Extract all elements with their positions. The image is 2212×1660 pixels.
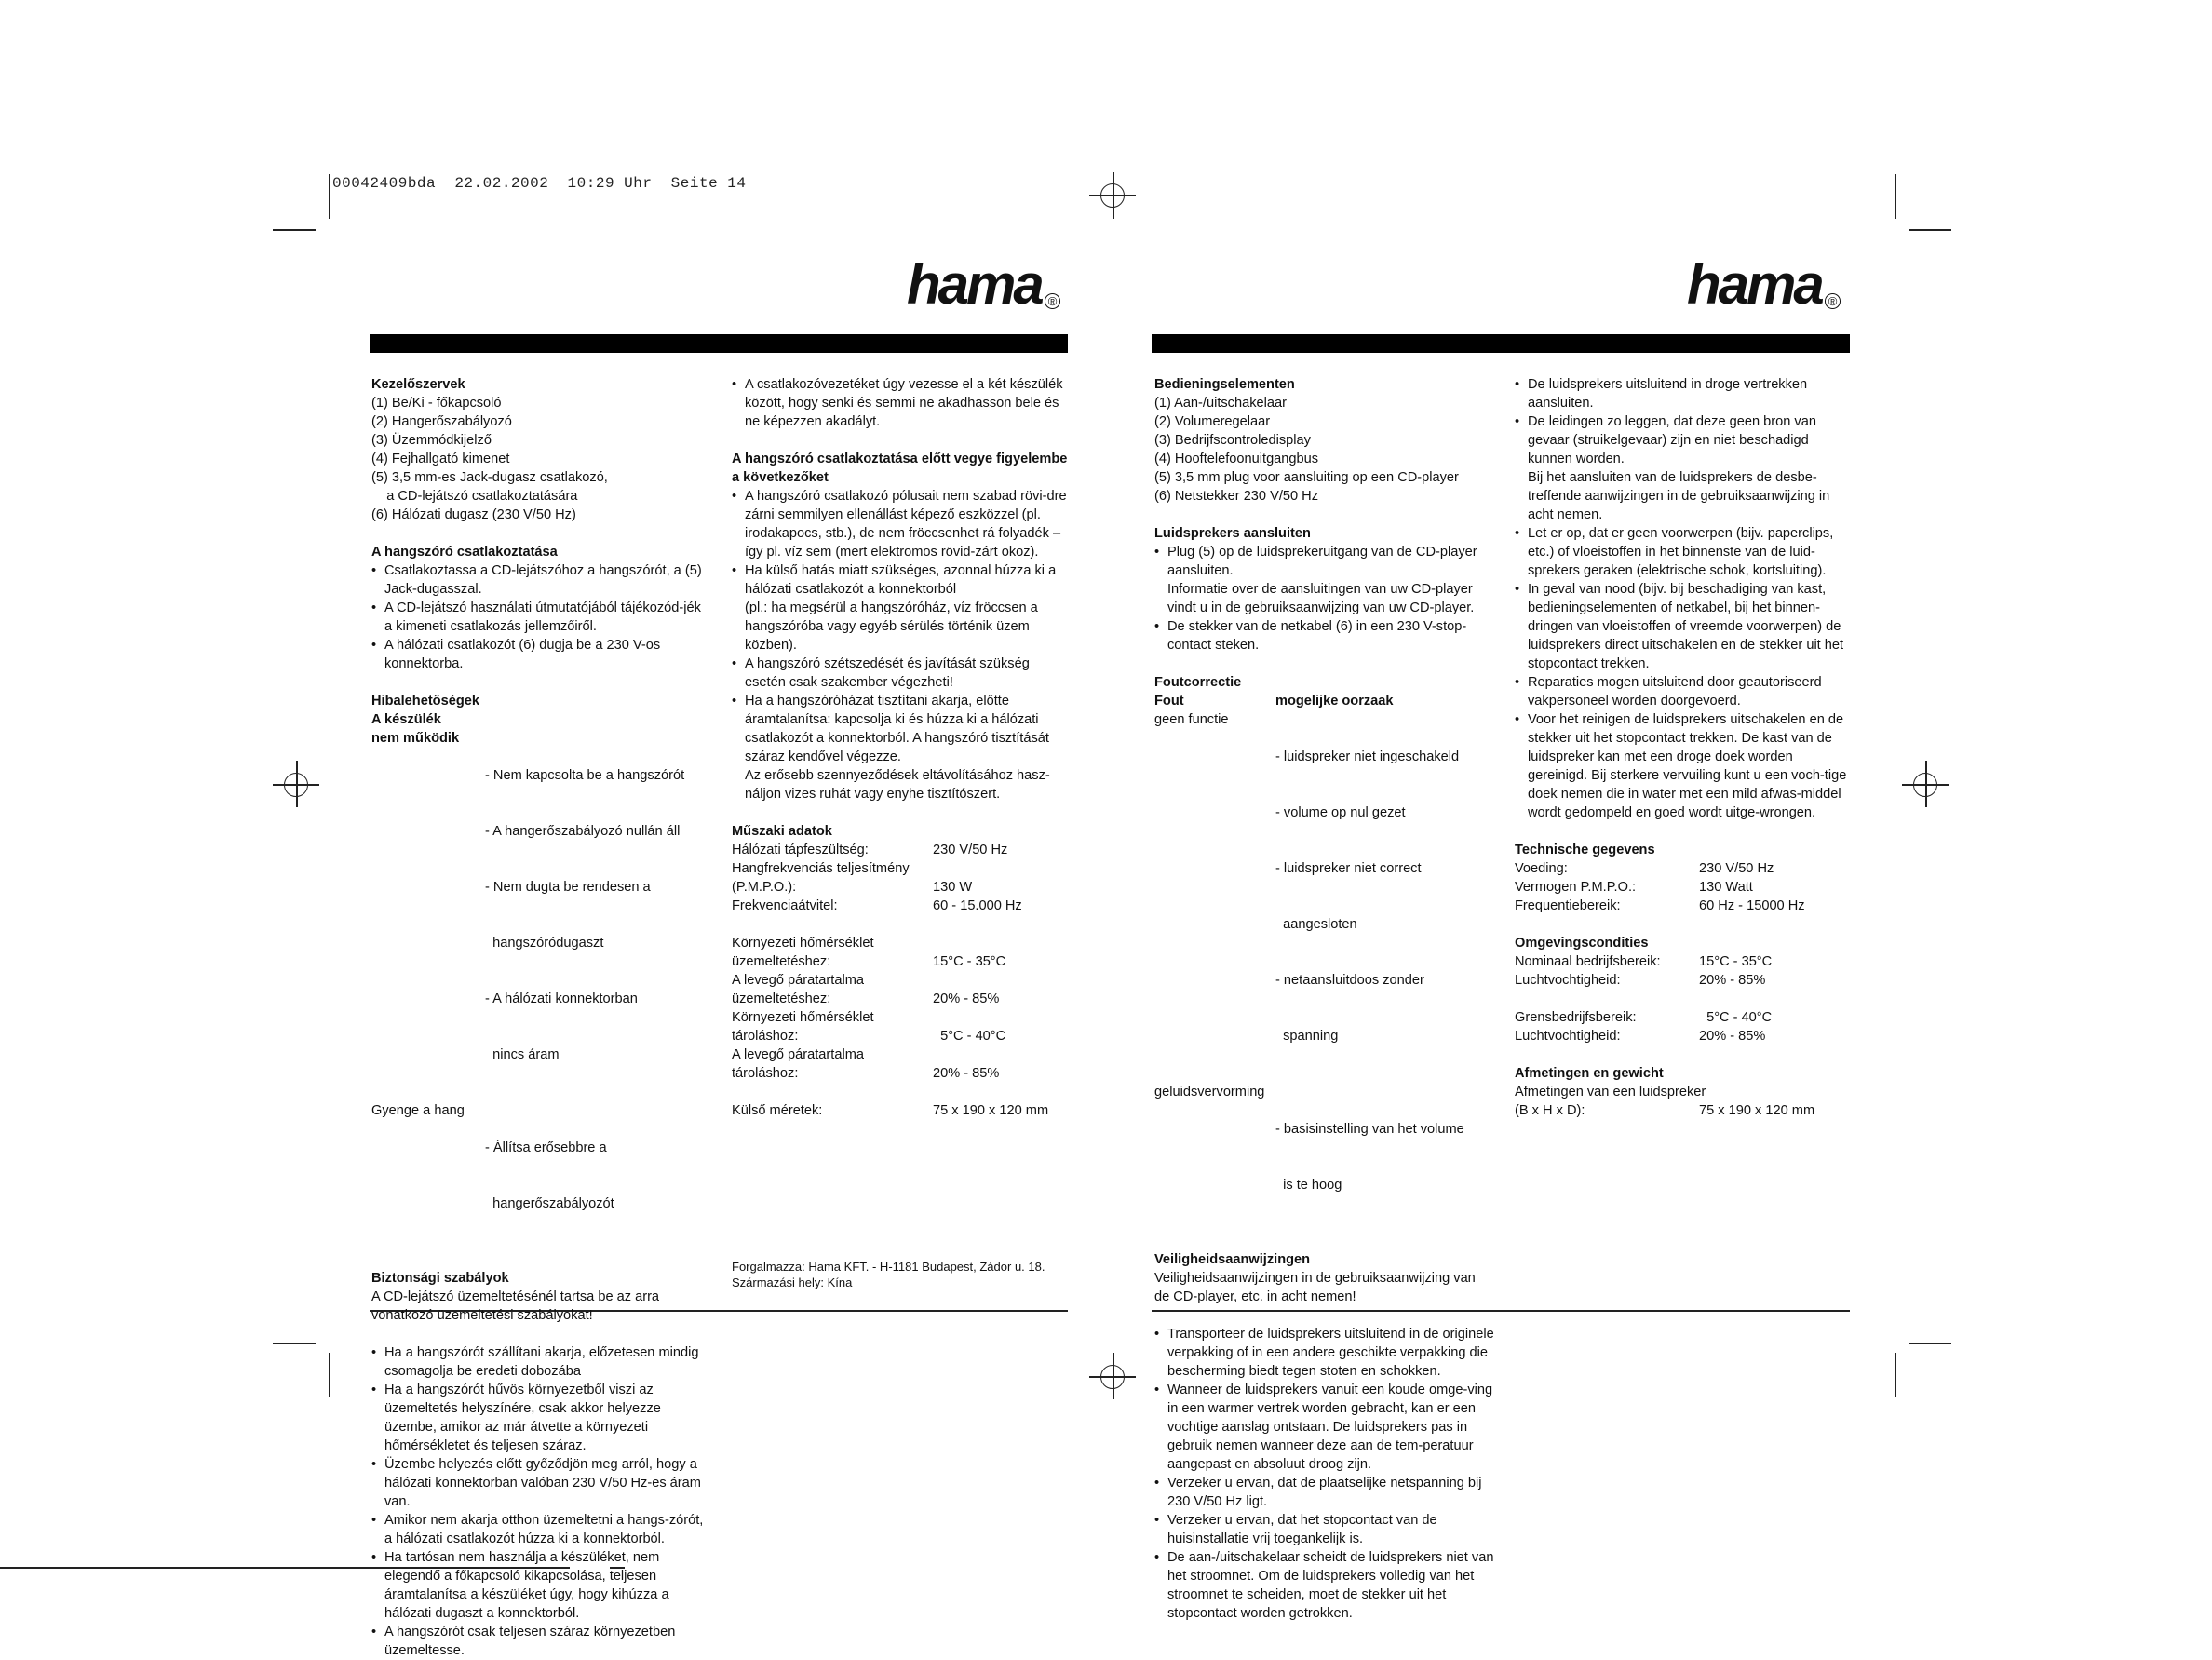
bullet-item: • Üzembe helyezés előtt győződjön meg arról, hogy a hálózati konnektorban valóban 230 V/50 Hz-es áram van. <box>371 1455 708 1511</box>
footer-line: Forgalmazza: Hama KFT. - H-1181 Budapest, Zádor u. 18. <box>732 1260 1045 1274</box>
section-title: A hangszóró csatlakoztatása <box>371 545 558 560</box>
fault-cause: - basisinstelling van het volume <box>1275 1122 1464 1137</box>
hu-column-2 <box>732 375 1069 1120</box>
section-title: Luidsprekers aansluiten <box>1154 526 1311 541</box>
nl-column-1 <box>1154 375 1494 1623</box>
distributor-footer <box>732 1259 1069 1290</box>
fault-cause: - A hangerőszabályozó nullán áll <box>485 824 681 839</box>
section-title: Bedieningselementen <box>1154 377 1295 392</box>
list-item: (2) Hangerőszabályozó <box>371 414 512 429</box>
fault-cause: is te hoog <box>1275 1178 1342 1193</box>
specs-table <box>732 841 1069 1120</box>
crop-mark <box>1909 229 1951 231</box>
registration-mark <box>273 784 319 786</box>
fault-label: geluidsvervorming <box>1154 1085 1265 1100</box>
bullet-item: • A hangszórót csak teljesen száraz környezetben üzemeltesse. <box>371 1623 708 1660</box>
list-item: (4) Fejhallgató kimenet <box>371 452 510 466</box>
table-row: Környezeti hőmérséklet <box>732 936 874 951</box>
note: Informatie over de aansluitingen van uw CD-player vindt u in de gebruiksaanwijzing van uw CD-player. <box>1167 582 1475 615</box>
section-title: Afmetingen en gewicht <box>1515 1066 1664 1081</box>
bullet-item: • Voor het reinigen de luidsprekers uitschakelen en de stekker uit het stopcontact trekken. De kast van de luidspreker kan met een droge doek worden gereinigd. Bij sterkere vervuiling kunt u een voch-tige doek nemen die in water met een mild afwas-middel wordt gedompeld en goed wordt uitge-wrongen. <box>1515 710 1852 822</box>
section-title: Műszaki adatok <box>732 824 832 839</box>
table-row <box>732 915 1069 934</box>
crop-mark <box>1895 174 1896 219</box>
fault-cause: - netaansluitdoos zonder <box>1275 973 1424 988</box>
table-row: Vermogen P.M.P.O.: 130 Watt <box>1515 880 1753 895</box>
fault-cause: hangszóródugaszt <box>485 936 604 951</box>
fault-cause: nincs áram <box>485 1047 560 1062</box>
column-header: Fout <box>1154 694 1184 709</box>
table-row: Külső méretek: 75 x 190 x 120 mm <box>732 1103 1049 1118</box>
section-title: Hibalehetőségek <box>371 694 479 709</box>
section-title: Kezelőszervek <box>371 377 465 392</box>
specs-table <box>1515 859 1852 915</box>
fault-cause: - volume op nul gezet <box>1275 805 1406 820</box>
bullet-item: • Csatlakoztassa a CD-lejátszóhoz a hangszórót, a (5) Jack-dugasszal. <box>371 561 708 599</box>
list-item: (5) 3,5 mm-es Jack-dugasz csatlakozó, <box>371 470 608 485</box>
bullet-item: • A CD-lejátszó használati útmutatójából tájékozód-jék a kimeneti csatlakozás jellemzőiről. <box>371 599 708 636</box>
section-subtitle: A készülék <box>371 712 441 727</box>
table-row <box>1515 990 1852 1008</box>
bullet-item: • De leidingen zo leggen, dat deze geen bron van gevaar (struikelgevaar) zijn en niet beschadigd kunnen worden. Bij het aansluiten van de luidsprekers de desbe-treffende aanwijzingen in de gebruiksaanwijzing in acht nemen. <box>1515 412 1852 524</box>
bullet-item: • A csatlakozóvezetéket úgy vezesse el a két készülék között, hogy senki és semmi ne akadhasson bele és ne képezzen akadályt. <box>732 375 1069 431</box>
bullet-item: • In geval van nood (bijv. bij beschadiging van kast, bedieningselementen of netkabel, bij het binnen-dringen van vloeistoffen of vreemde voorwerpen) de luidsprekers direct uitschakelen en de stekker uit het stopcontact trekken. <box>1515 580 1852 673</box>
fault-cause: spanning <box>1275 1029 1339 1044</box>
table-row: Luchtvochtigheid: 20% - 85% <box>1515 1029 1766 1044</box>
bullet-item: • Verzeker u ervan, dat het stopcontact van de huisinstallatie vrij toegankelijk is. <box>1154 1511 1494 1548</box>
bullet-item: • Ha a hangszóróházat tisztítani akarja, előtte áramtalanítsa: kapcsolja ki és húzza ki a hálózati csatlakozót a konnektorból. A hangszóró tisztítását száraz kendővel végezze. Az erősebb szennyeződések eltávolításához hasz-náljon vizes ruhát vagy enyhe tisztítószert. <box>732 692 1069 803</box>
fault-cause: aangesloten <box>1275 917 1357 932</box>
table-row: üzemeltetéshez: 20% - 85% <box>732 992 1000 1006</box>
paragraph: Afmetingen van een luidspreker <box>1515 1085 1706 1100</box>
list-item: (1) Aan-/uitschakelaar <box>1154 396 1287 411</box>
table-row: A levegő páratartalma <box>732 1047 864 1062</box>
section-title: Biztonsági szabályok <box>371 1271 509 1286</box>
environment-table <box>1515 952 1852 1046</box>
section-title: Omgevingscondities <box>1515 936 1649 951</box>
bullet-item: • Ha a hangszórót szállítani akarja, előzetesen mindig csomagolja be eredeti dobozába <box>371 1343 708 1381</box>
section-title: Veiligheidsaanwijzingen <box>1154 1252 1311 1267</box>
bullet-item: • A hálózati csatlakozót (6) dugja be a 230 V-os konnektorba. <box>371 636 708 673</box>
crop-mark <box>329 1353 330 1397</box>
table-row: tároláshoz: 5°C - 40°C <box>732 1029 1006 1044</box>
bullet-item: • Reparaties mogen uitsluitend door geautoriseerd vakpersoneel worden doorgevoerd. <box>1515 673 1852 710</box>
bullet-item: • Amikor nem akarja otthon üzemeltetni a hangs-zórót, a hálózati csatlakozót húzza ki a konnektorból. <box>371 1511 708 1548</box>
fault-cause: - Nem dugta be rendesen a <box>485 880 651 895</box>
fault-cause: - luidspreker niet correct <box>1275 861 1422 876</box>
fault-cause: - Állítsa erősebbre a <box>485 1140 607 1155</box>
note: Bij het aansluiten van de luidsprekers de desbe-treffende aanwijzingen in de gebruiksaanwijzing in acht nemen. <box>1528 470 1830 522</box>
fault-label: geen functie <box>1154 712 1229 727</box>
dimensions-table <box>1515 1101 1852 1120</box>
bullet-item: • De stekker van de netkabel (6) in een 230 V-stop-contact steken. <box>1154 617 1494 655</box>
list-item: (2) Volumeregelaar <box>1154 414 1271 429</box>
registration-mark <box>1902 784 1949 786</box>
table-row: Frequentiebereik: 60 Hz - 15000 Hz <box>1515 898 1805 913</box>
paragraph: A CD-lejátszó üzemeltetésénél tartsa be az arra vonatkozó üzemeltetési szabályokat! <box>371 1289 660 1323</box>
crop-mark <box>273 1343 316 1344</box>
section-title: Foutcorrectie <box>1154 675 1242 690</box>
header-bar <box>1152 334 1850 353</box>
crop-mark <box>1895 1353 1896 1397</box>
list-item: (4) Hooftelefoonuitgangbus <box>1154 452 1319 466</box>
table-row: Luchtvochtigheid: 20% - 85% <box>1515 973 1766 988</box>
bullet-item: • Plug (5) op de luidsprekeruitgang van de CD-player aansluiten. Informatie over de aansluitingen van uw CD-player vindt u in de gebruiksaanwijzing van uw CD-player. <box>1154 543 1494 617</box>
table-row: Környezeti hőmérséklet <box>732 1010 874 1025</box>
column-header: mogelijke oorzaak <box>1275 694 1394 709</box>
list-item: a CD-lejátszó csatlakoztatására <box>371 489 578 504</box>
bullet-item: • Ha tartósan nem használja a készüléket, nem elegendő a főkapcsoló kikapcsolása, teljesen áramtalanítsa a készüléket úgy, hogy kihúzza a hálózati dugaszt a konnektorból. <box>371 1548 708 1623</box>
bullet-item: • De aan-/uitschakelaar scheidt de luidsprekers niet van het stroomnet. Om de luidsprekers volledig van het stroomnet te scheiden, moet de stekker uit het stopcontact worden getrokken. <box>1154 1548 1494 1623</box>
nl-column-2 <box>1515 375 1852 1120</box>
crop-mark <box>273 229 316 231</box>
crop-mark <box>329 174 330 219</box>
fault-cause: - luidspreker niet ingeschakeld <box>1275 749 1460 764</box>
bullet-item: • A hangszóró csatlakozó pólusait nem szabad rövi-dre zárni semmilyen ellenállást képező eszközzel (pl. irodakapocs, stb.), de nem fröccsenhet rá folyadék – így pl. víz sem (mert elektromos rövid-zárt okoz). <box>732 487 1069 561</box>
crop-mark <box>1909 1343 1951 1344</box>
bullet-item: • Let er op, dat er geen voorwerpen (bijv. paperclips, etc.) of vloeistoffen in het binnenste van de luid-sprekers geraken (elektrische schok, kortsluiting). <box>1515 524 1852 580</box>
hu-column-1 <box>371 375 708 1660</box>
bullet-item: • Wanneer de luidsprekers vanuit een koude omge-ving in een warmer vertrek worden gebracht, kan er een vochtige aanslag ontstaan. De luidsprekers pas in gebruik nemen wanneer deze aan de tem-peratuur aangepast en absoluut droog zijn. <box>1154 1381 1494 1474</box>
table-row: Grensbedrijfsbereik: 5°C - 40°C <box>1515 1010 1773 1025</box>
print-header: 00042409bda 22.02.2002 10:29 Uhr Seite 14 <box>332 175 747 192</box>
table-row: Frekvenciaátvitel: 60 - 15.000 Hz <box>732 898 1022 913</box>
table-row: Nominaal bedrijfsbereik: 15°C - 35°C <box>1515 954 1773 969</box>
list-item: (6) Netstekker 230 V/50 Hz <box>1154 489 1319 504</box>
bullet-item: • A hangszóró szétszedését és javítását szükség esetén csak szakember végezheti! <box>732 655 1069 692</box>
registration-mark <box>1089 195 1136 196</box>
table-row <box>732 1083 1069 1101</box>
table-row: Hangfrekvenciás teljesítmény <box>732 861 910 876</box>
bullet-item: • De luidsprekers uitsluitend in droge vertrekken aansluiten. <box>1515 375 1852 412</box>
table-row: tároláshoz: 20% - 85% <box>732 1066 1000 1081</box>
registration-mark <box>1089 1376 1136 1378</box>
bullet-item: • Transporteer de luidsprekers uitsluitend in de originele verpakking of in een andere geschikte verpakking die bescherming biedt tegen stoten en schokken. <box>1154 1325 1494 1381</box>
fault-cause: - A hálózati konnektorban <box>485 992 638 1006</box>
list-item: (5) 3,5 mm plug voor aansluiting op een CD-player <box>1154 470 1459 485</box>
table-row: Hálózati tápfeszültség: 230 V/50 Hz <box>732 843 1008 857</box>
table-row: A levegő páratartalma <box>732 973 864 988</box>
fault-cause: hangerőszabályozót <box>485 1196 614 1211</box>
bullet-item: • Ha a hangszórót hűvös környezetből viszi az üzemeltetés helyszínére, csak akkor helyezze üzembe, amikor az már átvette a környezeti hőmérsékletet és teljesen száraz. <box>371 1381 708 1455</box>
section-title: A hangszóró csatlakoztatása előtt vegye figyelembe a következőket <box>732 452 1068 485</box>
note: (pl.: ha megsérül a hangszóróház, víz fröccsen a hangszóróba vagy egyéb sérülés történik üzem közben). <box>745 601 1038 653</box>
hama-logo: hama ® <box>907 257 1060 313</box>
list-item: (3) Üzemmódkijelző <box>371 433 492 448</box>
section-title: Technische gegevens <box>1515 843 1655 857</box>
table-row: Voeding: 230 V/50 Hz <box>1515 861 1774 876</box>
note: Az erősebb szennyeződések eltávolításához hasz-náljon vizes ruhát vagy enyhe tisztítószert. <box>745 768 1050 802</box>
list-item: (3) Bedrijfscontroledisplay <box>1154 433 1311 448</box>
bullet-item: • Verzeker u ervan, dat de plaatselijke netspanning bij 230 V/50 Hz ligt. <box>1154 1474 1494 1511</box>
hama-logo: hama ® <box>1687 257 1841 313</box>
paragraph: Veiligheidsaanwijzingen in de gebruiksaanwijzing van de CD-player, etc. in acht nemen! <box>1154 1271 1476 1304</box>
header-bar <box>370 334 1068 353</box>
table-row: üzemeltetéshez: 15°C - 35°C <box>732 954 1006 969</box>
table-row: (B x H x D): 75 x 190 x 120 mm <box>1515 1103 1815 1118</box>
bullet-item: • Ha külső hatás miatt szükséges, azonnal húzza ki a hálózati csatlakozót a konnektorból (pl.: ha megsérül a hangszóróház, víz fröccsen a hangszóróba vagy egyéb sérülés történik üzem közben). <box>732 561 1069 655</box>
table-row: (P.M.P.O.): 130 W <box>732 880 973 895</box>
list-item: (6) Hálózati dugasz (230 V/50 Hz) <box>371 507 576 522</box>
fault-label: Gyenge a hang <box>371 1103 465 1118</box>
list-item: (1) Be/Ki - főkapcsoló <box>371 396 502 411</box>
fault-label: nem működik <box>371 731 460 746</box>
fault-cause: - Nem kapcsolta be a hangszórót <box>485 768 685 783</box>
footer-line: Származási hely: Kína <box>732 1275 853 1289</box>
